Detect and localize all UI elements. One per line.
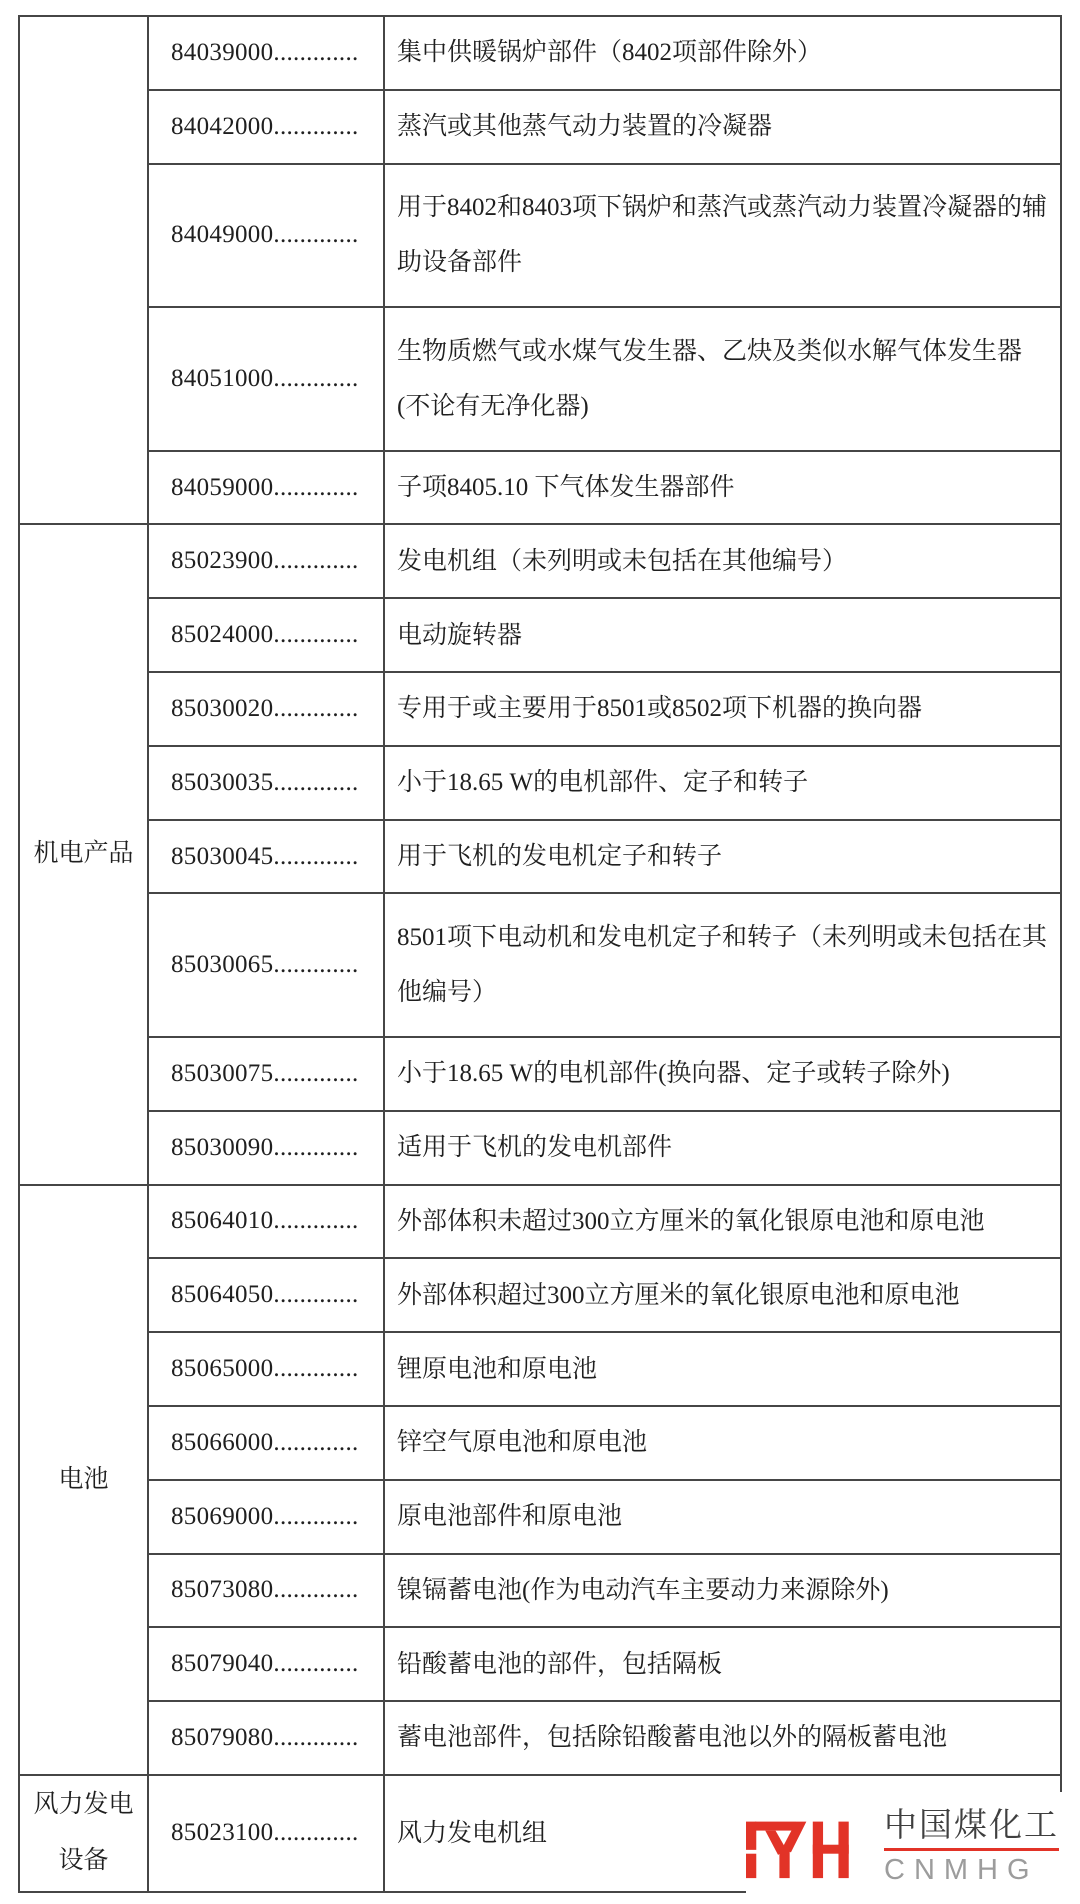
hs-code-cell: 85079040.............	[148, 1627, 384, 1701]
category-label-line: 电池	[58, 1465, 109, 1493]
category-label-line: 风力发电	[33, 1791, 134, 1819]
description-cell: 镍镉蓄电池(作为电动汽车主要动力来源除外)	[384, 1554, 1061, 1628]
brand-name-cn: 中国煤化工	[884, 1805, 1059, 1843]
hs-code-cell: 85069000.............	[148, 1480, 384, 1554]
description-cell: 8501项下电动机和发电机定子和转子（未列明或未包括在其他编号）	[384, 893, 1061, 1037]
description-cell: 小于18.65 W的电机部件、定子和转子	[384, 746, 1061, 820]
hs-code-cell: 85030090.............	[148, 1111, 384, 1185]
description-cell: 电动旋转器	[384, 598, 1061, 672]
category-cell	[19, 16, 148, 524]
hs-code-cell: 84051000.............	[148, 307, 384, 451]
hs-code-cell: 84049000.............	[148, 164, 384, 308]
description-cell: 锂原电池和原电池	[384, 1332, 1061, 1406]
hs-code-cell: 85030065.............	[148, 893, 384, 1037]
hs-code-cell: 84042000.............	[148, 90, 384, 164]
brand-name-en: CNMHG	[884, 1853, 1039, 1886]
category-cell	[19, 1185, 148, 1775]
hs-code-cell: 85030035.............	[148, 746, 384, 820]
description-cell: 发电机组（未列明或未包括在其他编号）	[384, 524, 1061, 598]
hs-code-cell: 85030020.............	[148, 672, 384, 746]
category-cell	[19, 1775, 148, 1892]
hs-code-cell: 84039000.............	[148, 16, 384, 90]
hs-code-cell: 84059000.............	[148, 451, 384, 525]
company-logo	[746, 1792, 1076, 1900]
description-cell: 风力发电机组	[384, 1775, 1061, 1892]
hs-code-cell: 85079080.............	[148, 1701, 384, 1775]
category-cell	[19, 524, 148, 1184]
hs-code-cell: 85064010.............	[148, 1185, 384, 1259]
description-cell: 蓄电池部件，包括除铅酸蓄电池以外的隔板蓄电池	[384, 1701, 1061, 1775]
hs-code-cell: 85065000.............	[148, 1332, 384, 1406]
hs-code-cell: 85023100.............	[148, 1775, 384, 1892]
description-cell: 原电池部件和原电池	[384, 1480, 1061, 1554]
description-cell: 生物质燃气或水煤气发生器、乙炔及类似水解气体发生器(不论有无净化器)	[384, 307, 1061, 451]
description-cell: 用于8402和8403项下锅炉和蒸汽或蒸汽动力装置冷凝器的辅助设备部件	[384, 164, 1061, 308]
description-cell: 子项8405.10 下气体发生器部件	[384, 451, 1061, 525]
hs-code-cell: 85030075.............	[148, 1037, 384, 1111]
description-cell: 铅酸蓄电池的部件，包括隔板	[384, 1627, 1061, 1701]
hs-code-cell: 85030045.............	[148, 820, 384, 894]
description-cell: 外部体积未超过300立方厘米的氧化银原电池和原电池	[384, 1185, 1061, 1259]
description-cell: 小于18.65 W的电机部件(换向器、定子或转子除外)	[384, 1037, 1061, 1111]
logo-text-block	[884, 1807, 1059, 1886]
description-cell: 适用于飞机的发电机部件	[384, 1111, 1061, 1185]
description-cell: 锌空气原电池和原电池	[384, 1406, 1061, 1480]
hs-code-cell: 85024000.............	[148, 598, 384, 672]
description-cell: 外部体积超过300立方厘米的氧化银原电池和原电池	[384, 1258, 1061, 1332]
category-label-line: 机电产品	[33, 840, 134, 868]
hs-code-table	[18, 15, 1062, 1893]
description-cell: 集中供暖锅炉部件（8402项部件除外）	[384, 16, 1061, 90]
brand-underline	[884, 1848, 1059, 1851]
description-cell: 专用于或主要用于8501或8502项下机器的换向器	[384, 672, 1061, 746]
hs-code-cell: 85066000.............	[148, 1406, 384, 1480]
hs-code-cell: 85064050.............	[148, 1258, 384, 1332]
myh-monogram-icon	[746, 1796, 868, 1896]
category-label-line: 设备	[58, 1847, 109, 1875]
hs-code-cell: 85073080.............	[148, 1554, 384, 1628]
description-cell: 蒸汽或其他蒸气动力装置的冷凝器	[384, 90, 1061, 164]
hs-code-cell: 85023900.............	[148, 524, 384, 598]
hs-table-body	[19, 16, 1061, 1892]
description-cell: 用于飞机的发电机定子和转子	[384, 820, 1061, 894]
